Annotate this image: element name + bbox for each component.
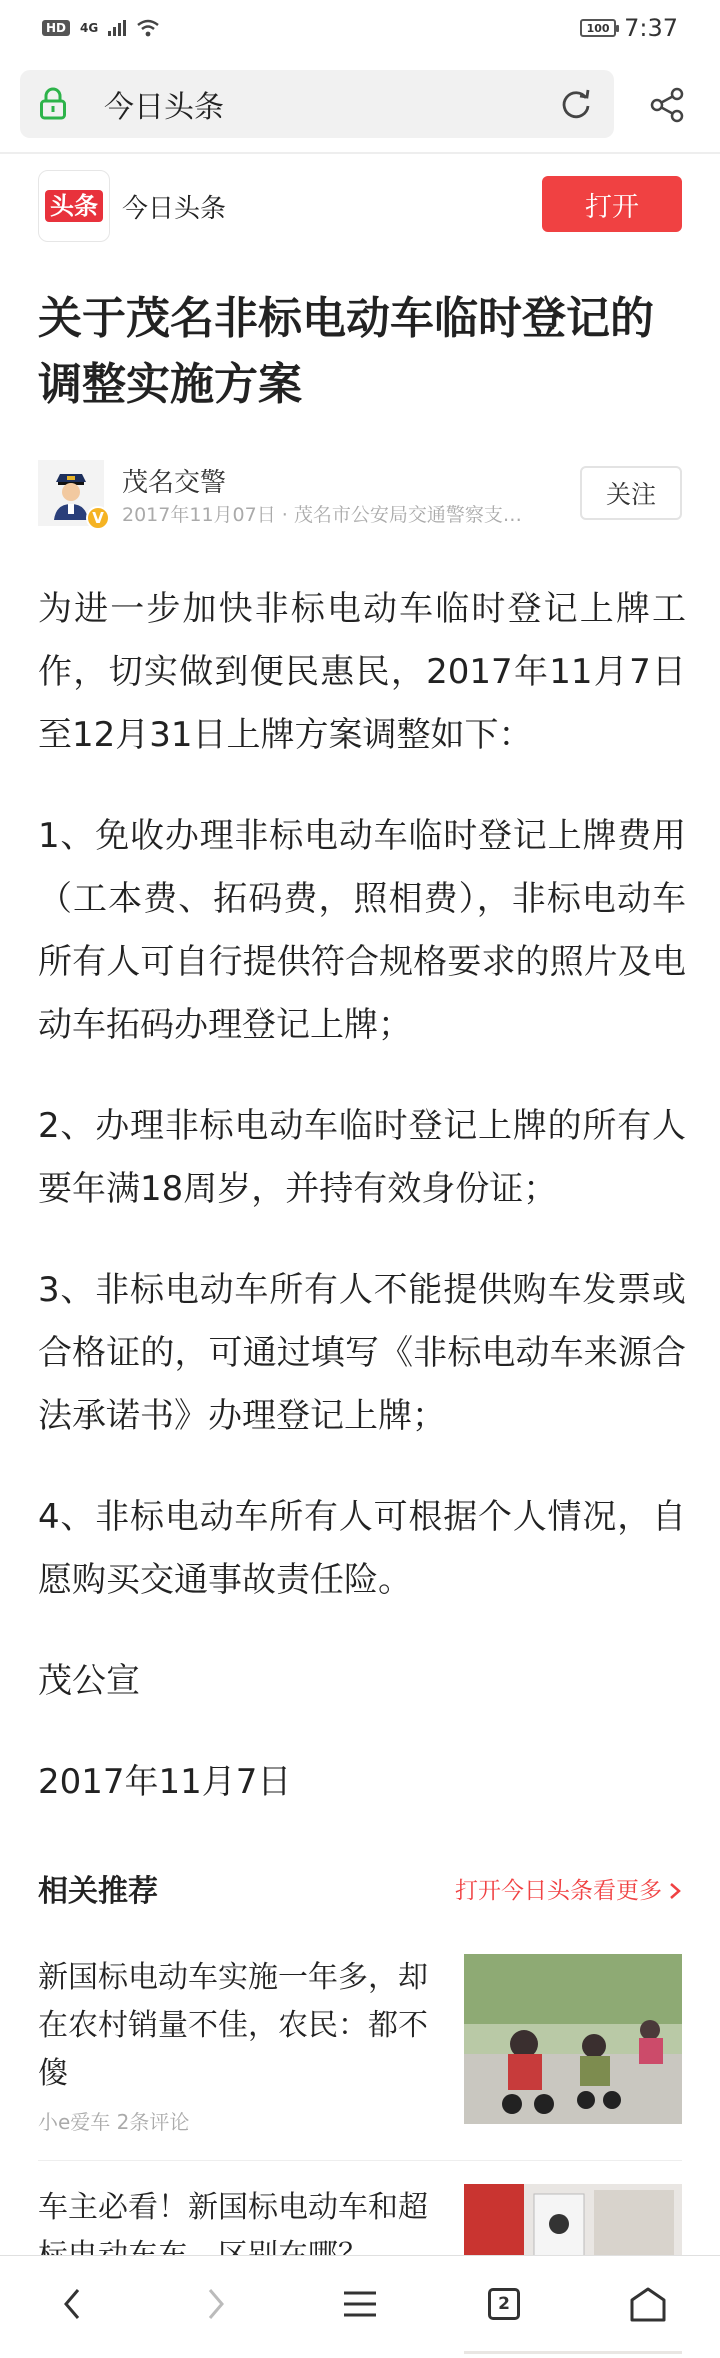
back-button[interactable] xyxy=(32,2264,112,2344)
address-bar[interactable] xyxy=(20,70,614,138)
signal-icon xyxy=(108,20,126,36)
status-bar xyxy=(0,0,720,56)
related-item-thumbnail xyxy=(464,1954,682,2124)
related-item[interactable] xyxy=(38,1954,682,2134)
forward-icon xyxy=(206,2287,226,2321)
open-app-button[interactable]: 打开 xyxy=(542,176,682,232)
paragraph: 4、非标电动车所有人可根据个人情况，自愿购买交通事故责任险。 xyxy=(38,1497,686,1600)
paragraph: 为进一步加快非标电动车临时登记上牌工作，切实做到便民惠民，2017年11月7日至12月31日上牌方案调整如下： xyxy=(38,589,686,755)
tabs-button[interactable] xyxy=(464,2264,544,2344)
article-title: 关于茂名非标电动车临时登记的调整实施方案 xyxy=(38,293,654,410)
battery-level: 100 xyxy=(586,21,610,35)
open-more-link[interactable] xyxy=(455,1872,682,1905)
related-header xyxy=(38,1866,682,1912)
battery-icon xyxy=(580,19,616,37)
app-name: 今日头条 xyxy=(122,193,227,224)
related-item-title: 新国标电动车实施一年多，却在农村销量不佳，农民：都不傻 xyxy=(38,1960,428,2091)
back-icon xyxy=(62,2287,82,2321)
author-row xyxy=(38,458,682,528)
divider xyxy=(0,152,720,154)
toutiao-logo xyxy=(38,170,110,242)
paragraph: 1、免收办理非标电动车临时登记上牌费用（工本费、拓码费，照相费），非标电动车所有人可自行提供符合规格要求的照片及电动车拓码办理登记上牌； xyxy=(38,816,686,1045)
verified-badge: V xyxy=(86,506,110,530)
tabs-icon xyxy=(488,2288,520,2320)
forward-button[interactable] xyxy=(176,2264,256,2344)
paragraph: 2、办理非标电动车临时登记上牌的所有人要年满18周岁，并持有效身份证； xyxy=(38,1106,686,1209)
related-title: 相关推荐 xyxy=(38,1874,158,1909)
related-item-title: 车主必看！新国标电动车和超 xyxy=(38,2190,428,2225)
status-left xyxy=(42,19,160,37)
article-body xyxy=(38,578,686,1852)
app-banner xyxy=(0,160,720,252)
scooter-riders-image xyxy=(464,1954,682,2124)
hd-badge: HD xyxy=(42,20,70,36)
status-right xyxy=(580,14,678,42)
lock-icon xyxy=(40,88,66,120)
bottom-navigation xyxy=(0,2255,720,2351)
home-button[interactable] xyxy=(608,2264,688,2344)
related-item-meta: 小e爱车 2条评论 xyxy=(38,2110,190,2134)
chevron-right-icon xyxy=(668,1882,682,1900)
menu-icon xyxy=(343,2290,377,2318)
logo-text: 头条 xyxy=(45,190,103,222)
reload-icon[interactable] xyxy=(558,86,594,122)
follow-button[interactable]: 关注 xyxy=(580,466,682,520)
open-more-label: 打开今日头条看更多 xyxy=(455,1878,662,1904)
author-meta: 2017年11月07日 · 茂名市公安局交通警察支… xyxy=(122,504,522,526)
divider xyxy=(38,2160,682,2161)
paragraph: 2017年11月7日 xyxy=(38,1762,292,1802)
network-indicator: 4G xyxy=(80,21,99,35)
author-name[interactable]: 茂名交警 xyxy=(122,468,227,498)
related-item[interactable] xyxy=(38,2184,682,2254)
wifi-icon xyxy=(136,19,160,37)
menu-button[interactable] xyxy=(320,2264,400,2344)
paragraph: 茂公宣 xyxy=(38,1661,140,1701)
address-text[interactable]: 今日头条 xyxy=(104,90,224,125)
home-icon xyxy=(628,2286,668,2322)
share-icon[interactable] xyxy=(648,86,686,124)
tab-count: 2 xyxy=(498,2293,510,2314)
paragraph: 3、非标电动车所有人不能提供购车发票或合格证的，可通过填写《非标电动车来源合法承诺书》办理登记上牌； xyxy=(38,1270,686,1436)
clock: 7:37 xyxy=(624,14,678,42)
